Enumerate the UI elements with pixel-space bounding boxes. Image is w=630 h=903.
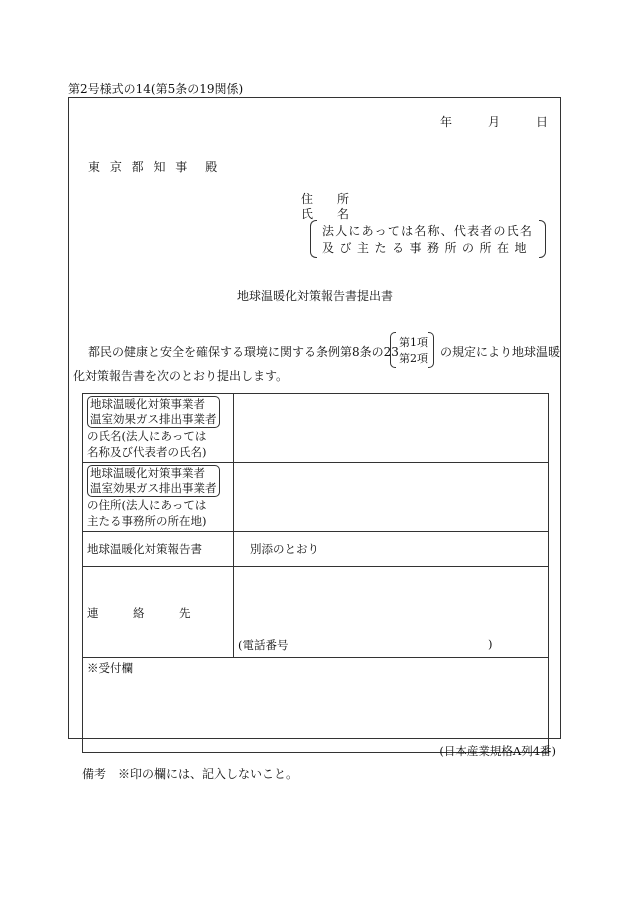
right-bracket: [428, 332, 434, 368]
table-row: [83, 567, 549, 658]
left-bracket: [390, 332, 396, 368]
reception-field: [83, 658, 549, 753]
right-bracket: [539, 220, 546, 258]
label-line: 地球温暖化対策事業者: [90, 397, 205, 411]
report-label: [83, 532, 234, 567]
left-bracket: [310, 220, 317, 258]
document-title: 地球温暖化対策報告書提出書: [236, 289, 393, 303]
phone-open: (電話番号: [238, 638, 289, 652]
phone-close: ): [488, 637, 493, 651]
paper-standard: (日本産業規格A列4番): [439, 744, 556, 758]
operator-name-field[interactable]: [234, 394, 549, 463]
label-line: の氏名(法人にあっては: [87, 429, 207, 443]
operator-type-bracket: [87, 465, 220, 497]
report-value-text: 別添のとおり: [250, 542, 319, 556]
address-label: 住 所: [301, 192, 350, 206]
label-line: 名称及び代表者の氏名): [87, 445, 207, 459]
operator-type-bracket: [87, 396, 220, 428]
label-line: の住所(法人にあっては: [87, 498, 207, 512]
clause-2: 第2項: [399, 352, 428, 365]
clause-1: 第1項: [399, 336, 428, 349]
contact-field[interactable]: [234, 567, 549, 658]
applicant-note-line1: 法人にあっては名称、代表者の氏名: [322, 224, 534, 238]
label-line: 地球温暖化対策報告書: [87, 542, 202, 556]
label-line: 温室効果ガス排出事業者: [90, 481, 217, 495]
label-line: 地球温暖化対策事業者: [90, 466, 205, 480]
label-line: 主たる事務所の所在地): [87, 514, 207, 528]
date-year: 年: [440, 115, 453, 129]
applicant-note: [310, 220, 546, 256]
report-table: [82, 393, 549, 753]
date-month: 月: [488, 115, 501, 129]
contact-label: [83, 567, 234, 658]
contact-label-text: 連 絡 先: [87, 606, 191, 620]
table-row: [83, 463, 549, 532]
operator-name-label: [83, 394, 234, 463]
form-number: 第2号様式の14(第5条の19関係): [68, 82, 244, 96]
table-row: [83, 658, 549, 753]
name-label: 氏 名: [301, 207, 350, 221]
date-day: 日: [536, 115, 549, 129]
body-line1-post: の規定により地球温暖: [440, 345, 561, 359]
report-value: [234, 532, 549, 567]
table-row: [83, 394, 549, 463]
reception-label: ※受付欄: [87, 661, 133, 675]
remarks: 備考 ※印の欄には、記入しないこと。: [82, 767, 299, 781]
operator-address-field[interactable]: [234, 463, 549, 532]
body-line1-pre: 都民の健康と安全を確保する環境に関する条例第8条の23: [88, 345, 399, 359]
table-row: [83, 532, 549, 567]
applicant-note-line2: 及び主たる事務所の所在地: [322, 241, 533, 255]
label-line: 温室効果ガス排出事業者: [90, 412, 217, 426]
body-line2: 化対策報告書を次のとおり提出します。: [73, 369, 289, 383]
operator-address-label: [83, 463, 234, 532]
clause-choice: [390, 332, 434, 368]
addressee: 東 京 都 知 事 殿: [88, 160, 221, 174]
